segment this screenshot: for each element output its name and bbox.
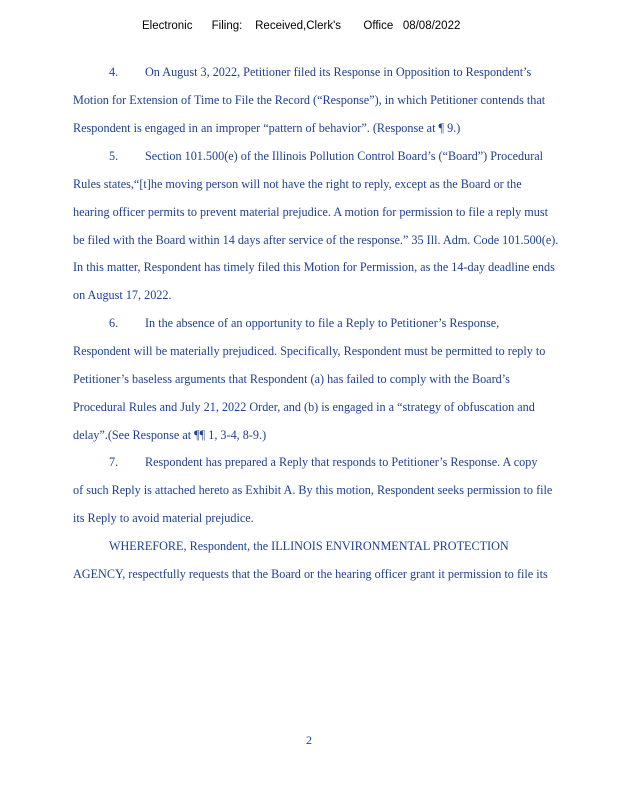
line-text: Motion for Extension of Time to File the Record (“Response”), in which Petitioner contends that [73, 93, 546, 107]
line-text: On August 3, 2022, Petitioner filed its Response in Opposition to Respondent’s [145, 65, 532, 79]
paragraph-line [73, 343, 545, 359]
paragraph-line [73, 204, 548, 220]
page-number: 2 [306, 733, 312, 747]
paragraph-line [73, 148, 543, 164]
line-text: its Reply to avoid material prejudice. [73, 511, 254, 525]
line-text: Petitioner’s baseless arguments that Respondent (a) has failed to comply with the Board’s [73, 372, 510, 386]
paragraph-line [73, 566, 548, 582]
paragraph-line [73, 120, 460, 136]
line-text: In this matter, Respondent has timely filed this Motion for Permission, as the 14-day deadline ends [73, 260, 555, 274]
line-text: Rules states,“[t]he moving person will not have the right to reply, except as the Board or the [73, 177, 522, 191]
line-text: WHEREFORE, Respondent, the ILLINOIS ENVIRONMENTAL PROTECTION [109, 539, 509, 553]
line-text: Section 101.500(e) of the Illinois Pollution Control Board’s (“Board”) Procedural [145, 149, 544, 163]
paragraph-line [73, 92, 545, 108]
paragraph-number: 5. [109, 149, 119, 163]
paragraph-line [73, 232, 558, 248]
paragraph-line [73, 399, 535, 415]
paragraph-number: 6. [109, 316, 119, 330]
paragraph-line [73, 315, 499, 331]
paragraph-line [73, 176, 522, 192]
filing-stamp-header: Electronic Filing: Received,Clerk's Office 08/08/2022 [142, 20, 461, 32]
paragraph-number: 4. [109, 65, 119, 79]
line-text: on August 17, 2022. [73, 288, 172, 302]
paragraph-line [73, 454, 537, 470]
paragraph-line [73, 287, 172, 303]
line-text: hearing officer permits to prevent material prejudice. A motion for permission to file a reply must [73, 205, 548, 219]
line-text: Procedural Rules and July 21, 2022 Order, and (b) is engaged in a “strategy of obfuscation and [73, 400, 535, 414]
paragraph-line [73, 538, 509, 554]
line-text: Respondent is engaged in an improper “pattern of behavior”. (Response at ¶ 9.) [73, 121, 461, 135]
line-text: AGENCY, respectfully requests that the Board or the hearing officer grant it permission to file its [73, 567, 548, 581]
line-text: be filed with the Board within 14 days after service of the response.” 35 Ill. Adm. Code 101.500(e). [73, 233, 559, 247]
paragraph-line [73, 482, 552, 498]
paragraph-line [73, 371, 510, 387]
paragraph-number: 7. [109, 455, 119, 469]
line-text: Respondent will be materially prejudiced. Specifically, Respondent must be permitted to reply to [73, 344, 546, 358]
paragraph-line [73, 64, 531, 80]
line-text: delay”.(See Response at ¶¶ 1, 3-4, 8-9.) [73, 428, 267, 442]
paragraph-line [73, 427, 266, 443]
paragraph-line [73, 259, 555, 275]
line-text: of such Reply is attached hereto as Exhibit A. By this motion, Respondent seeks permission to file [73, 483, 553, 497]
line-text: In the absence of an opportunity to file a Reply to Petitioner’s Response, [145, 316, 500, 330]
line-text: Respondent has prepared a Reply that responds to Petitioner’s Response. A copy [145, 455, 538, 469]
paragraph-line [73, 510, 254, 526]
